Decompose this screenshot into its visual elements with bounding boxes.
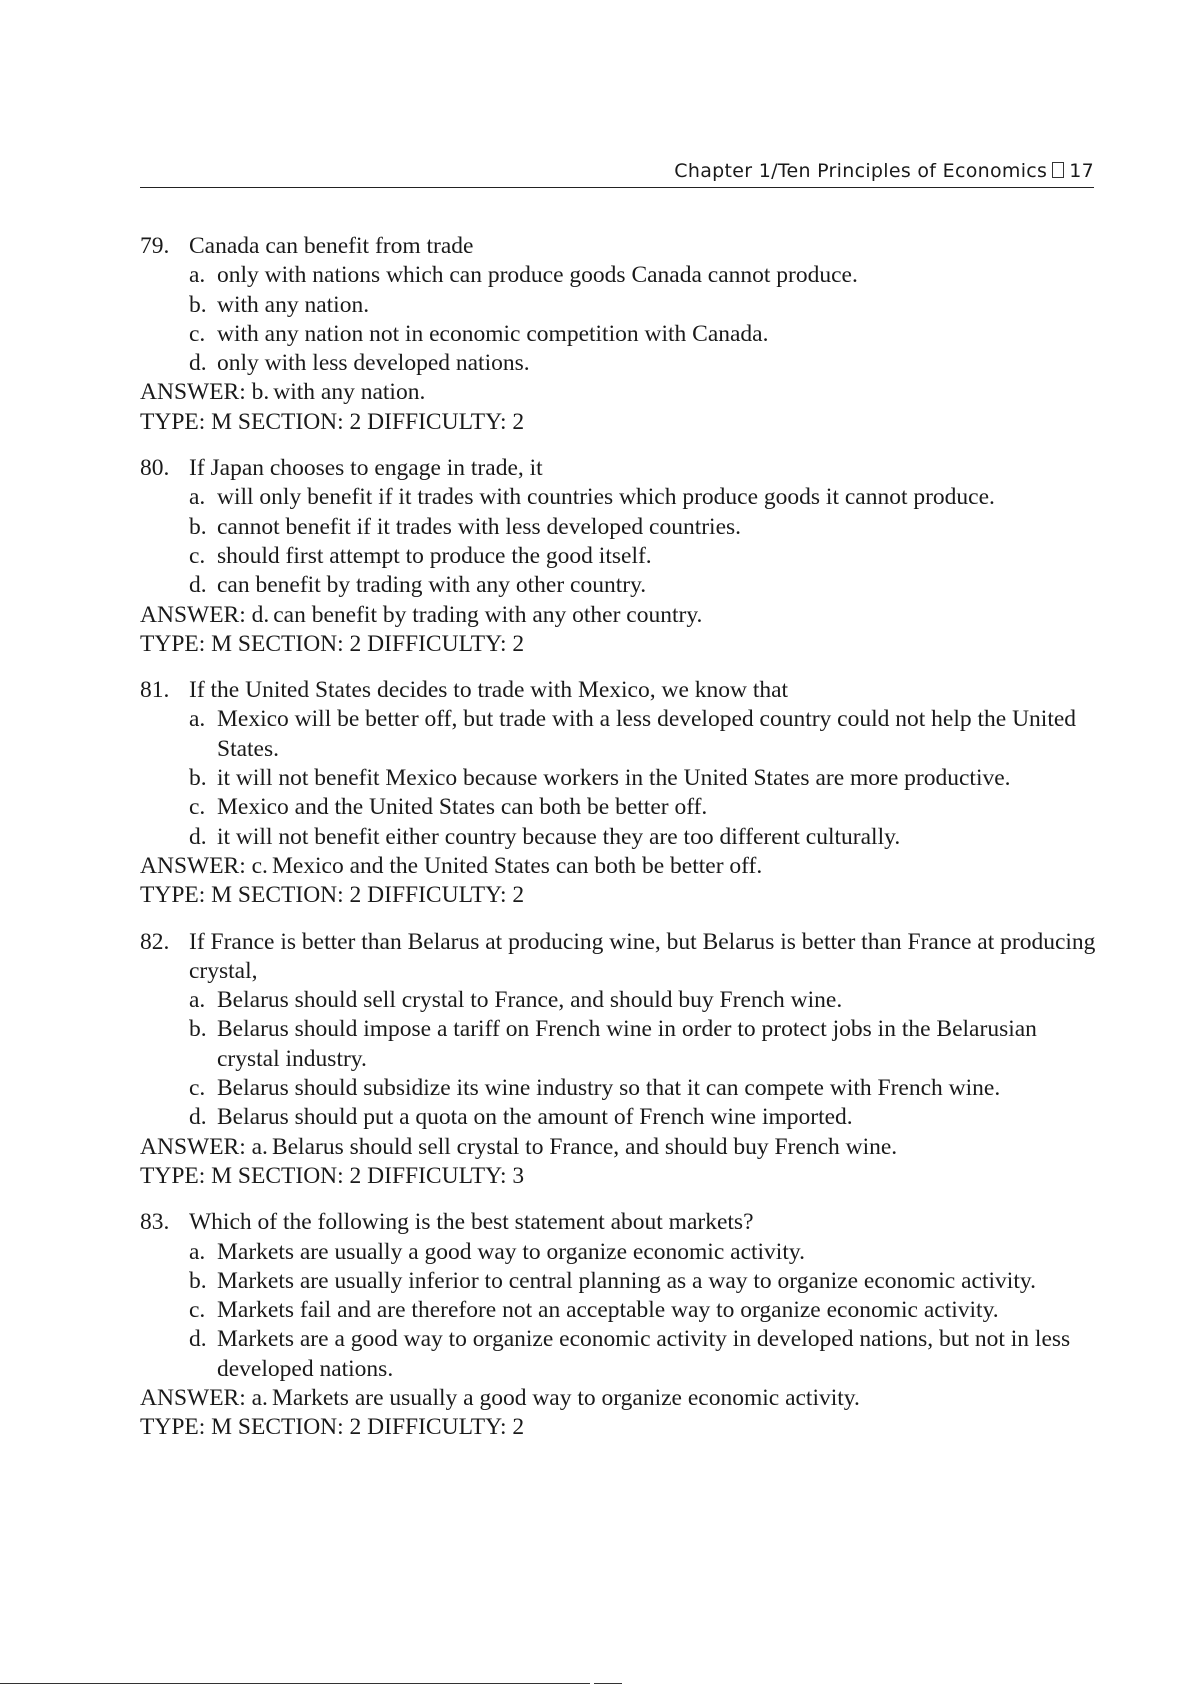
question-83 <box>140 1208 1100 1442</box>
question-number: 79. <box>140 233 170 259</box>
option-text: Markets are a good way to organize economic activity in developed nations, but not in less developed nations. <box>217 1326 1071 1382</box>
footer-divider-short <box>594 1683 622 1684</box>
option-b <box>189 764 1100 793</box>
option-text: Markets are usually a good way to organize economic activity. <box>217 1238 805 1265</box>
answer-line <box>140 601 1100 630</box>
option-text: Mexico will be better off, but trade with a less developed country could not help the United States. <box>217 706 1077 762</box>
option-b <box>189 1015 1100 1074</box>
option-c <box>189 1074 1100 1103</box>
question-number: 81. <box>140 677 170 704</box>
question-meta: TYPE: M SECTION: 2 DIFFICULTY: 3 <box>140 1162 525 1189</box>
option-label: d. <box>189 1104 207 1131</box>
question-meta: TYPE: M SECTION: 2 DIFFICULTY: 2 <box>140 630 525 657</box>
answer-prefix: ANSWER: <box>140 379 246 406</box>
page-header <box>140 160 1094 188</box>
option-b <box>189 513 1100 542</box>
option-label: c. <box>189 320 206 347</box>
option-list <box>140 1238 1100 1384</box>
missing-glyph-icon <box>1052 162 1064 178</box>
option-d <box>189 571 1100 600</box>
question-79 <box>140 232 1100 437</box>
option-a <box>189 261 1100 290</box>
answer-line <box>140 1133 1100 1162</box>
option-a <box>189 705 1100 764</box>
option-a <box>189 483 1100 512</box>
answer-text: Belarus should sell crystal to France, and should buy French wine. <box>271 1133 898 1160</box>
option-text: Belarus should subsidize its wine industry so that it can compete with French wine. <box>217 1075 1001 1102</box>
option-label: d. <box>189 572 207 599</box>
option-label: a. <box>189 987 206 1014</box>
question-text: If Japan chooses to engage in trade, it <box>189 455 543 482</box>
chapter-title: Chapter 1/Ten Principles of Economics <box>674 160 1048 182</box>
answer-line <box>140 1384 1100 1413</box>
question-text: Which of the following is the best statement about markets? <box>189 1209 754 1236</box>
question-meta: TYPE: M SECTION: 2 DIFFICULTY: 2 <box>140 1414 525 1441</box>
question-80 <box>140 454 1100 659</box>
option-text: cannot benefit if it trades with less developed countries. <box>217 513 742 540</box>
option-c <box>189 1296 1100 1325</box>
option-text: Belarus should put a quota on the amount of French wine imported. <box>217 1104 853 1131</box>
question-text: Canada can benefit from trade <box>189 233 474 259</box>
option-label: c. <box>189 542 206 569</box>
option-label: d. <box>189 1326 207 1353</box>
question-stem <box>140 676 1100 705</box>
question-stem <box>140 928 1100 987</box>
option-text: only with less developed nations. <box>217 350 530 377</box>
option-d <box>189 1325 1100 1384</box>
question-text: If France is better than Belarus at producing wine, but Belarus is better than France at producing crystal, <box>189 928 1096 984</box>
option-c <box>189 320 1100 349</box>
option-label: a. <box>189 1238 206 1265</box>
option-label: b. <box>189 1016 207 1043</box>
question-number: 83. <box>140 1209 170 1236</box>
option-label: c. <box>189 1297 206 1324</box>
question-stem <box>140 454 1100 483</box>
answer-letter: c. <box>251 852 268 879</box>
option-text: Markets are usually inferior to central planning as a way to organize economic activity. <box>217 1267 1036 1294</box>
answer-prefix: ANSWER: <box>140 1384 246 1411</box>
option-b <box>189 291 1100 320</box>
option-text: Markets fail and are therefore not an acceptable way to organize economic activity. <box>217 1297 999 1324</box>
option-text: should first attempt to produce the good itself. <box>217 542 652 569</box>
option-text: with any nation not in economic competition with Canada. <box>217 320 769 347</box>
option-label: d. <box>189 350 207 377</box>
answer-text: Mexico and the United States can both be better off. <box>271 852 763 879</box>
option-d <box>189 823 1100 852</box>
option-list <box>140 705 1100 851</box>
answer-prefix: ANSWER: <box>140 601 246 628</box>
option-c <box>189 542 1100 571</box>
option-list <box>140 261 1100 378</box>
option-text: Mexico and the United States can both be better off. <box>217 794 708 821</box>
header-text <box>674 160 1094 182</box>
option-label: a. <box>189 262 206 289</box>
option-label: a. <box>189 706 206 733</box>
question-number: 80. <box>140 455 170 482</box>
option-text: Belarus should impose a tariff on French wine in order to protect jobs in the Belarusian crystal industry. <box>217 1016 1037 1072</box>
question-81 <box>140 676 1100 910</box>
option-text: with any nation. <box>217 291 370 318</box>
option-a <box>189 986 1100 1015</box>
answer-prefix: ANSWER: <box>140 852 246 879</box>
option-text: only with nations which can produce goods Canada cannot produce. <box>217 262 858 289</box>
option-label: b. <box>189 765 207 792</box>
option-d <box>189 1103 1100 1132</box>
question-stem <box>140 1208 1100 1237</box>
question-82 <box>140 928 1100 1192</box>
question-meta: TYPE: M SECTION: 2 DIFFICULTY: 2 <box>140 408 525 435</box>
option-label: c. <box>189 794 206 821</box>
answer-letter: a. <box>251 1384 268 1411</box>
option-c <box>189 793 1100 822</box>
option-label: c. <box>189 1075 206 1102</box>
answer-text: with any nation. <box>273 379 426 406</box>
option-a <box>189 1238 1100 1267</box>
answer-prefix: ANSWER: <box>140 1133 246 1160</box>
option-list <box>140 986 1100 1132</box>
question-stem <box>140 232 1100 261</box>
option-label: a. <box>189 484 206 511</box>
question-number: 82. <box>140 928 170 955</box>
answer-letter: b. <box>251 379 270 406</box>
answer-line <box>140 378 1100 407</box>
answer-text: can benefit by trading with any other country. <box>273 601 703 628</box>
option-text: it will not benefit Mexico because workers in the United States are more productive. <box>217 765 1011 792</box>
option-label: d. <box>189 823 207 850</box>
page-number: 17 <box>1069 160 1094 182</box>
option-d <box>189 349 1100 378</box>
answer-letter: a. <box>251 1133 268 1160</box>
question-list <box>140 232 1100 1460</box>
option-text: will only benefit if it trades with countries which produce goods it cannot produce. <box>217 484 995 511</box>
footer-divider <box>0 1683 590 1684</box>
option-label: b. <box>189 1267 207 1294</box>
option-label: b. <box>189 513 207 540</box>
option-text: can benefit by trading with any other country. <box>217 572 647 599</box>
option-b <box>189 1267 1100 1296</box>
option-label: b. <box>189 291 207 318</box>
answer-letter: d. <box>251 601 270 628</box>
question-meta: TYPE: M SECTION: 2 DIFFICULTY: 2 <box>140 882 525 909</box>
option-text: it will not benefit either country because they are too different culturally. <box>217 823 901 850</box>
answer-line <box>140 852 1100 881</box>
answer-text: Markets are usually a good way to organize economic activity. <box>271 1384 860 1411</box>
option-text: Belarus should sell crystal to France, and should buy French wine. <box>217 987 843 1014</box>
option-list <box>140 483 1100 600</box>
question-text: If the United States decides to trade with Mexico, we know that <box>189 677 789 704</box>
